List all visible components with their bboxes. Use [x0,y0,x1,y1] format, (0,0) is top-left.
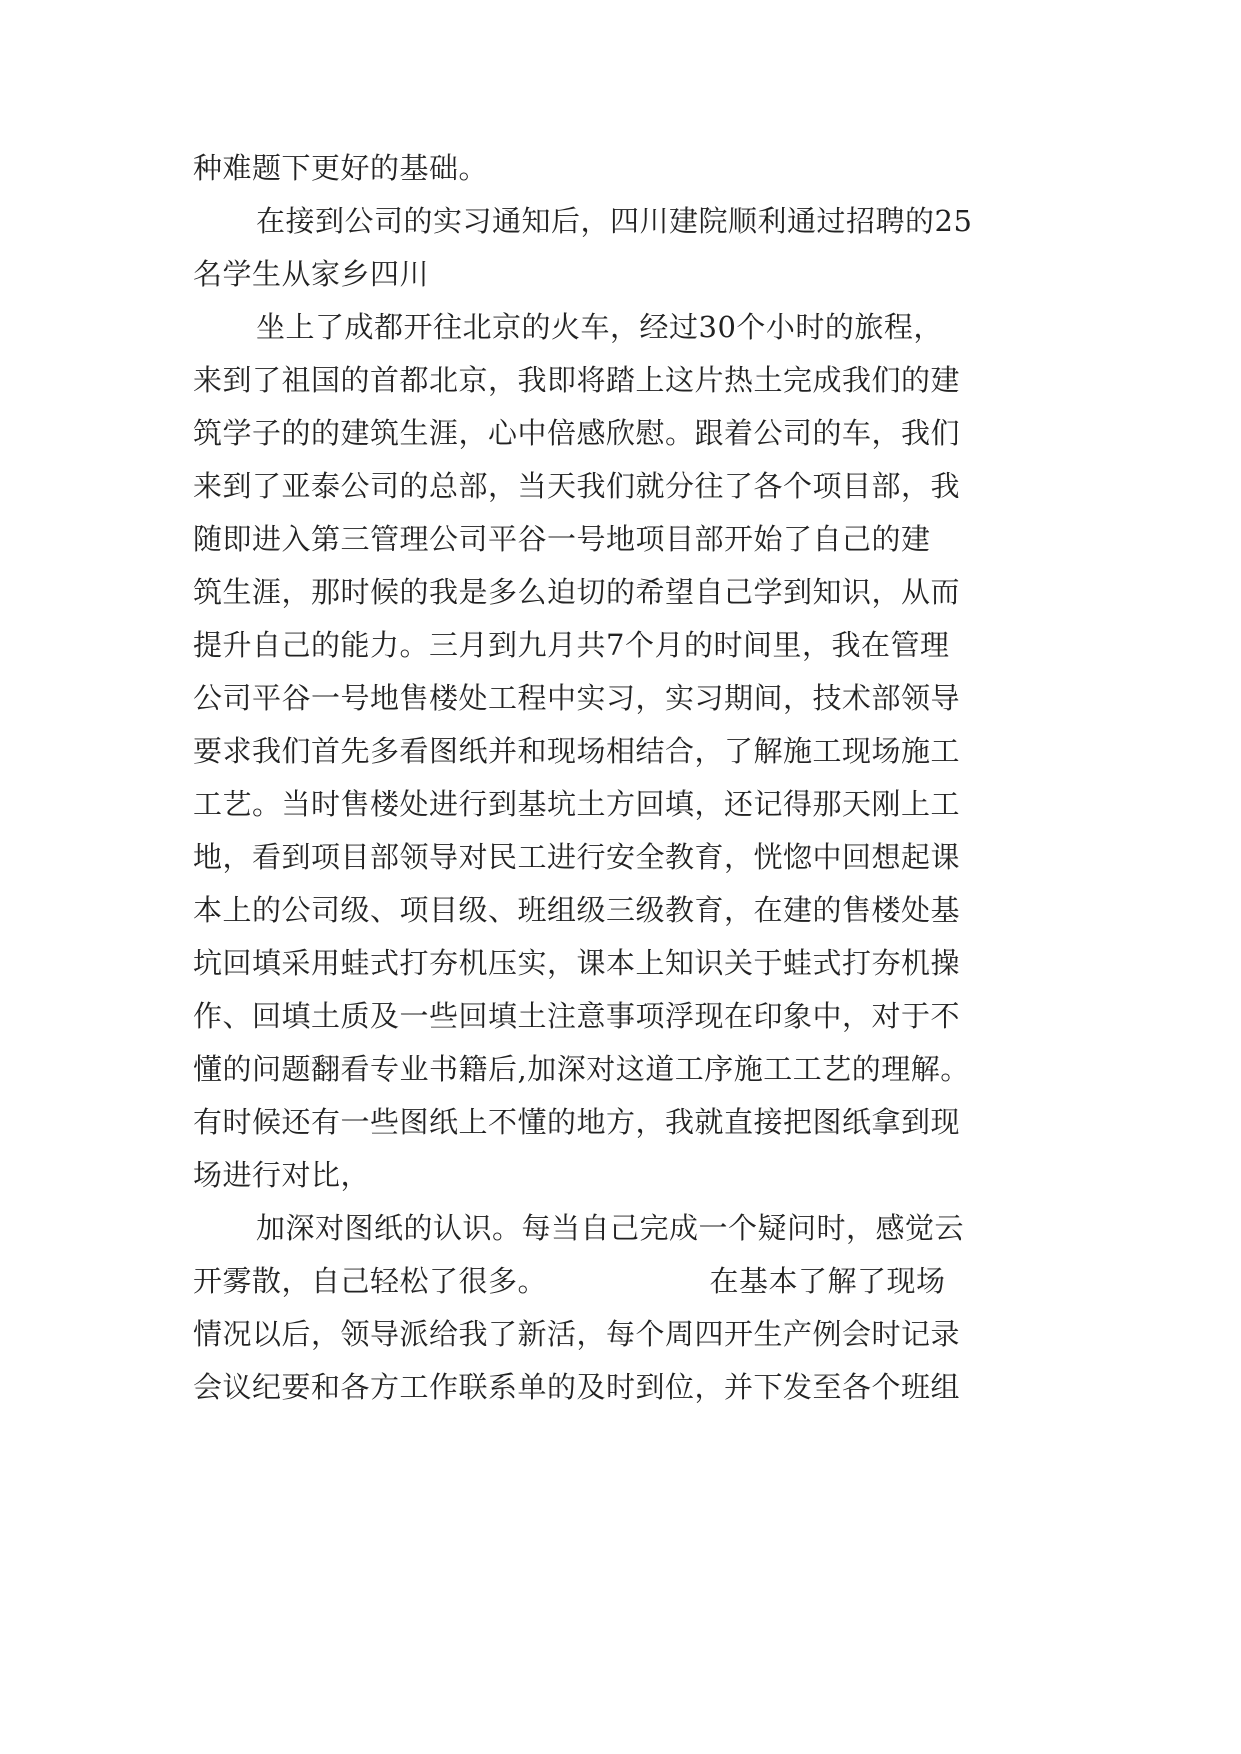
text-line: 坐上了成都开往北京的火车，经过30个小时的旅程， [256,310,943,344]
text-line: 公司平谷一号地售楼处工程中实习，实习期间，技术部领导 [193,681,961,715]
text-line: 种难题下更好的基础。 [193,151,489,185]
text-line: 开雾散，自己轻松了很多。 在基本了解了现场 [193,1264,946,1298]
text-line: 场进行对比， [193,1158,371,1192]
text-line: 来到了亚泰公司的总部，当天我们就分往了各个项目部，我 [193,469,961,503]
text-line: 筑学子的的建筑生涯，心中倍感欣慰。跟着公司的车，我们 [193,416,961,450]
text-line: 提升自己的能力。三月到九月共7个月的时间里，我在管理 [193,628,950,662]
text-line: 懂的问题翻看专业书籍后,加深对这道工序施工工艺的理解。 [193,1052,970,1086]
text-line: 会议纪要和各方工作联系单的及时到位，并下发至各个班组 [193,1370,961,1404]
text-line: 情况以后，领导派给我了新活，每个周四开生产例会时记录 [193,1317,961,1351]
text-line: 作、回填土质及一些回填土注意事项浮现在印象中，对于不 [193,999,961,1033]
text-line: 要求我们首先多看图纸并和现场相结合，了解施工现场施工 [193,734,961,768]
text-line: 在接到公司的实习通知后，四川建院顺利通过招聘的25 [256,204,973,238]
text-line: 加深对图纸的认识。每当自己完成一个疑问时，感觉云 [256,1211,965,1245]
text-line: 名学生从家乡四川 [193,257,430,291]
text-line: 地，看到项目部领导对民工进行安全教育，恍惚中回想起课 [193,840,961,874]
text-line: 工艺。当时售楼处进行到基坑土方回填，还记得那天刚上工 [193,787,961,821]
text-line: 筑生涯，那时候的我是多么迫切的希望自己学到知识，从而 [193,575,961,609]
text-line: 有时候还有一些图纸上不懂的地方，我就直接把图纸拿到现 [193,1105,961,1139]
text-line: 来到了祖国的首都北京，我即将踏上这片热土完成我们的建 [193,363,961,397]
text-line: 本上的公司级、项目级、班组级三级教育，在建的售楼处基 [193,893,961,927]
text-line: 随即进入第三管理公司平谷一号地项目部开始了自己的建 [193,522,931,556]
text-line: 坑回填采用蛙式打夯机压实，课本上知识关于蛙式打夯机操 [193,946,961,980]
